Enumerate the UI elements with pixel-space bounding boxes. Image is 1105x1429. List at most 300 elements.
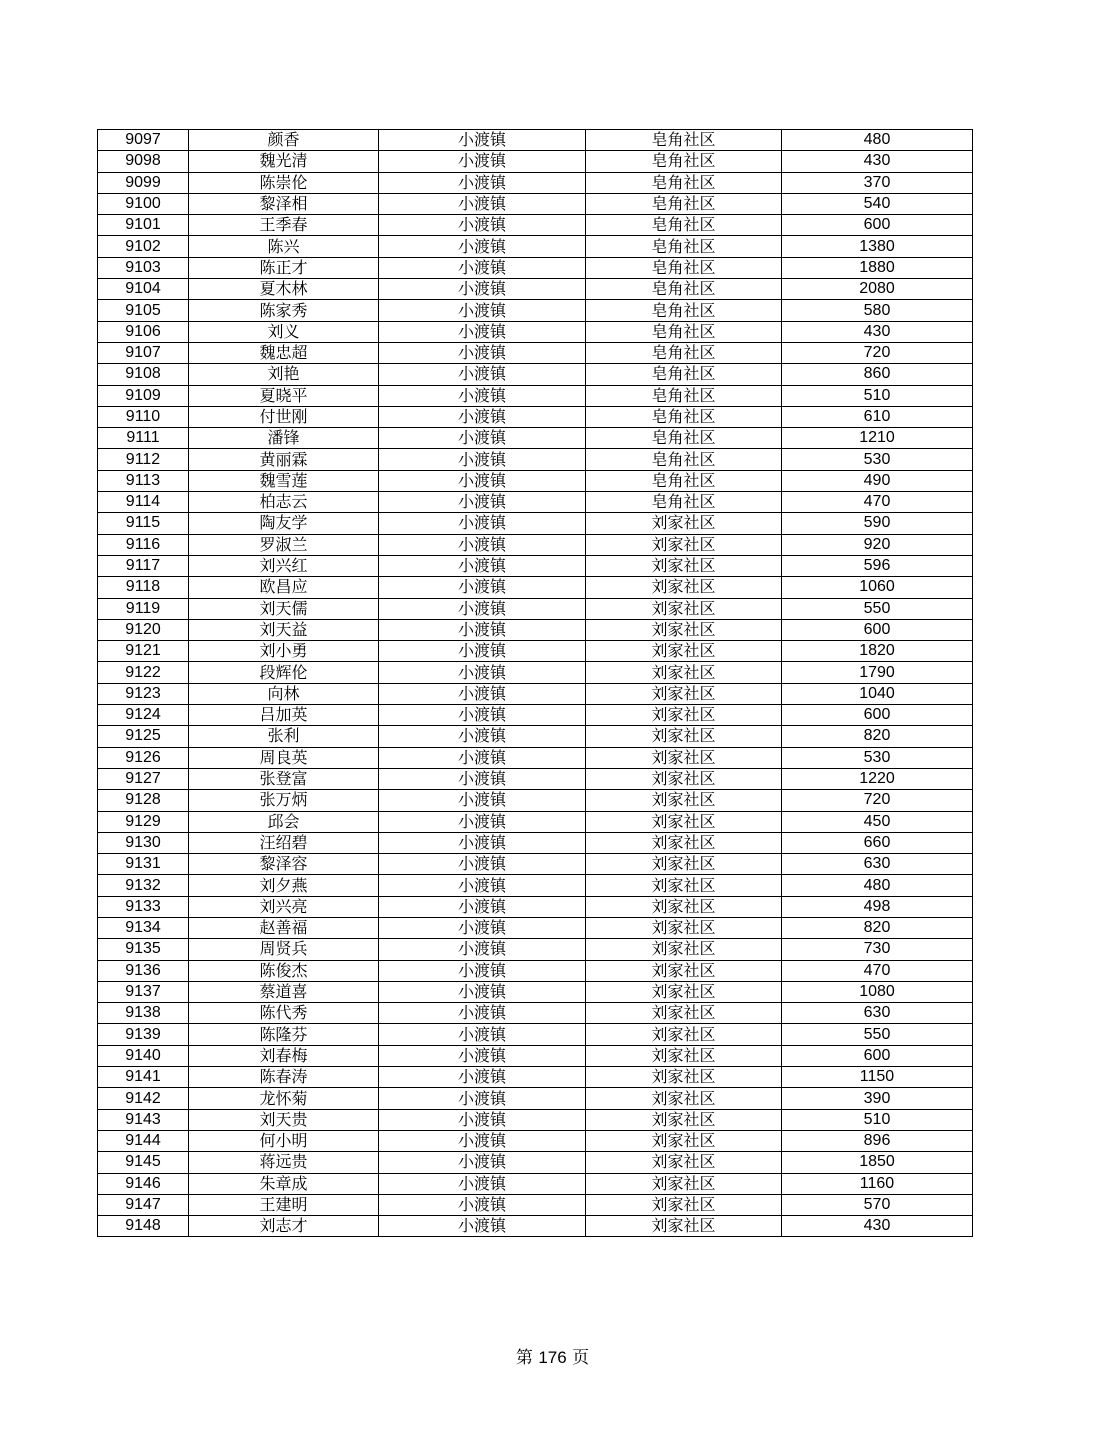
row-number-cell: 9112 [98,449,189,470]
community-cell: 刘家社区 [586,747,782,768]
community-cell: 刘家社区 [586,1067,782,1088]
table-row [98,598,973,619]
name-cell: 吕加英 [189,705,379,726]
town-cell: 小渡镇 [379,555,586,576]
table-row [98,875,973,896]
name-cell: 汪绍碧 [189,832,379,853]
table-row [98,257,973,278]
town-cell: 小渡镇 [379,747,586,768]
name-cell: 刘春梅 [189,1045,379,1066]
town-cell: 小渡镇 [379,193,586,214]
town-cell: 小渡镇 [379,215,586,236]
row-number-cell: 9104 [98,279,189,300]
amount-cell: 820 [782,726,973,747]
row-number-cell: 9147 [98,1194,189,1215]
table-row [98,428,973,449]
community-cell: 皂角社区 [586,172,782,193]
amount-cell: 600 [782,705,973,726]
row-number-cell: 9143 [98,1109,189,1130]
page-footer-prefix: 第 [515,1348,533,1368]
amount-cell: 540 [782,193,973,214]
amount-cell: 510 [782,1109,973,1130]
community-cell: 刘家社区 [586,960,782,981]
community-cell: 皂角社区 [586,193,782,214]
town-cell: 小渡镇 [379,300,586,321]
row-number-cell: 9109 [98,385,189,406]
name-cell: 魏雪莲 [189,470,379,491]
table-row [98,1024,973,1045]
amount-cell: 1040 [782,683,973,704]
name-cell: 陈春涛 [189,1067,379,1088]
row-number-cell: 9129 [98,811,189,832]
community-cell: 皂角社区 [586,215,782,236]
amount-cell: 920 [782,534,973,555]
amount-cell: 530 [782,747,973,768]
town-cell: 小渡镇 [379,1173,586,1194]
name-cell: 刘志才 [189,1216,379,1237]
name-cell: 刘天益 [189,619,379,640]
town-cell: 小渡镇 [379,939,586,960]
community-cell: 皂角社区 [586,257,782,278]
amount-cell: 610 [782,406,973,427]
community-cell: 刘家社区 [586,1216,782,1237]
row-number-cell: 9127 [98,768,189,789]
name-cell: 魏忠超 [189,342,379,363]
town-cell: 小渡镇 [379,385,586,406]
town-cell: 小渡镇 [379,406,586,427]
name-cell: 黎泽相 [189,193,379,214]
amount-cell: 1220 [782,768,973,789]
row-number-cell: 9102 [98,236,189,257]
amount-cell: 596 [782,555,973,576]
amount-cell: 510 [782,385,973,406]
row-number-cell: 9137 [98,981,189,1002]
row-number-cell: 9122 [98,662,189,683]
table-row [98,960,973,981]
row-number-cell: 9108 [98,364,189,385]
name-cell: 付世刚 [189,406,379,427]
community-cell: 皂角社区 [586,492,782,513]
amount-cell: 730 [782,939,973,960]
town-cell: 小渡镇 [379,1045,586,1066]
community-cell: 皂角社区 [586,449,782,470]
row-number-cell: 9133 [98,896,189,917]
row-number-cell: 9101 [98,215,189,236]
community-cell: 刘家社区 [586,641,782,662]
amount-cell: 550 [782,1024,973,1045]
table-row [98,321,973,342]
amount-cell: 1820 [782,641,973,662]
name-cell: 柏志云 [189,492,379,513]
table-row [98,1003,973,1024]
town-cell: 小渡镇 [379,896,586,917]
town-cell: 小渡镇 [379,534,586,555]
name-cell: 王建明 [189,1194,379,1215]
name-cell: 陈隆芬 [189,1024,379,1045]
town-cell: 小渡镇 [379,619,586,640]
name-cell: 陶友学 [189,513,379,534]
amount-cell: 450 [782,811,973,832]
table-row [98,151,973,172]
name-cell: 周良英 [189,747,379,768]
amount-cell: 600 [782,1045,973,1066]
row-number-cell: 9144 [98,1130,189,1151]
amount-cell: 820 [782,917,973,938]
amount-cell: 1060 [782,577,973,598]
amount-cell: 720 [782,790,973,811]
name-cell: 邱会 [189,811,379,832]
town-cell: 小渡镇 [379,960,586,981]
amount-cell: 1150 [782,1067,973,1088]
community-cell: 刘家社区 [586,768,782,789]
community-cell: 刘家社区 [586,705,782,726]
community-cell: 刘家社区 [586,598,782,619]
name-cell: 魏光清 [189,151,379,172]
page-footer-suffix: 页 [572,1348,590,1368]
community-cell: 刘家社区 [586,662,782,683]
name-cell: 刘小勇 [189,641,379,662]
name-cell: 刘兴亮 [189,896,379,917]
row-number-cell: 9103 [98,257,189,278]
row-number-cell: 9124 [98,705,189,726]
community-cell: 刘家社区 [586,534,782,555]
amount-cell: 1380 [782,236,973,257]
community-cell: 刘家社区 [586,683,782,704]
community-cell: 皂角社区 [586,236,782,257]
table-row [98,683,973,704]
town-cell: 小渡镇 [379,790,586,811]
table-row [98,768,973,789]
row-number-cell: 9134 [98,917,189,938]
community-cell: 皂角社区 [586,321,782,342]
row-number-cell: 9128 [98,790,189,811]
name-cell: 刘兴红 [189,555,379,576]
community-cell: 刘家社区 [586,1045,782,1066]
table-row [98,385,973,406]
amount-cell: 498 [782,896,973,917]
amount-cell: 896 [782,1130,973,1151]
table-row [98,193,973,214]
name-cell: 颜香 [189,130,379,151]
name-cell: 黎泽容 [189,854,379,875]
amount-cell: 550 [782,598,973,619]
name-cell: 何小明 [189,1130,379,1151]
page-number: 176 [538,1348,567,1367]
town-cell: 小渡镇 [379,172,586,193]
row-number-cell: 9131 [98,854,189,875]
town-cell: 小渡镇 [379,832,586,853]
name-cell: 陈俊杰 [189,960,379,981]
town-cell: 小渡镇 [379,130,586,151]
amount-cell: 570 [782,1194,973,1215]
table-row [98,279,973,300]
table-row [98,300,973,321]
name-cell: 周贤兵 [189,939,379,960]
row-number-cell: 9099 [98,172,189,193]
table-row [98,917,973,938]
town-cell: 小渡镇 [379,811,586,832]
town-cell: 小渡镇 [379,492,586,513]
name-cell: 蒋远贵 [189,1152,379,1173]
community-cell: 刘家社区 [586,832,782,853]
row-number-cell: 9115 [98,513,189,534]
town-cell: 小渡镇 [379,662,586,683]
amount-cell: 530 [782,449,973,470]
amount-cell: 660 [782,832,973,853]
town-cell: 小渡镇 [379,364,586,385]
town-cell: 小渡镇 [379,683,586,704]
town-cell: 小渡镇 [379,1109,586,1130]
table-row [98,896,973,917]
row-number-cell: 9141 [98,1067,189,1088]
name-cell: 赵善福 [189,917,379,938]
row-number-cell: 9119 [98,598,189,619]
town-cell: 小渡镇 [379,342,586,363]
amount-cell: 860 [782,364,973,385]
amount-cell: 490 [782,470,973,491]
community-cell: 刘家社区 [586,981,782,1002]
row-number-cell: 9123 [98,683,189,704]
amount-cell: 600 [782,215,973,236]
town-cell: 小渡镇 [379,641,586,662]
table-row [98,449,973,470]
amount-cell: 430 [782,1216,973,1237]
row-number-cell: 9100 [98,193,189,214]
name-cell: 张利 [189,726,379,747]
table-row [98,130,973,151]
town-cell: 小渡镇 [379,1216,586,1237]
row-number-cell: 9120 [98,619,189,640]
community-cell: 皂角社区 [586,279,782,300]
amount-cell: 470 [782,492,973,513]
community-cell: 刘家社区 [586,1173,782,1194]
town-cell: 小渡镇 [379,151,586,172]
row-number-cell: 9139 [98,1024,189,1045]
roster-table [97,129,973,1237]
community-cell: 刘家社区 [586,577,782,598]
table-row [98,1173,973,1194]
table-row [98,811,973,832]
name-cell: 夏木林 [189,279,379,300]
row-number-cell: 9148 [98,1216,189,1237]
amount-cell: 2080 [782,279,973,300]
community-cell: 刘家社区 [586,1130,782,1151]
row-number-cell: 9116 [98,534,189,555]
amount-cell: 1160 [782,1173,973,1194]
table-row [98,1045,973,1066]
community-cell: 刘家社区 [586,555,782,576]
table-row [98,1067,973,1088]
town-cell: 小渡镇 [379,1067,586,1088]
table-row [98,342,973,363]
table-row [98,705,973,726]
page-footer [0,1343,1105,1368]
name-cell: 刘艳 [189,364,379,385]
community-cell: 皂角社区 [586,151,782,172]
name-cell: 罗淑兰 [189,534,379,555]
row-number-cell: 9138 [98,1003,189,1024]
town-cell: 小渡镇 [379,513,586,534]
name-cell: 黄丽霖 [189,449,379,470]
table-row [98,747,973,768]
table-row [98,470,973,491]
name-cell: 陈家秀 [189,300,379,321]
town-cell: 小渡镇 [379,726,586,747]
town-cell: 小渡镇 [379,257,586,278]
name-cell: 陈正才 [189,257,379,278]
row-number-cell: 9105 [98,300,189,321]
name-cell: 朱章成 [189,1173,379,1194]
community-cell: 皂角社区 [586,385,782,406]
amount-cell: 390 [782,1088,973,1109]
town-cell: 小渡镇 [379,236,586,257]
table-row [98,513,973,534]
community-cell: 刘家社区 [586,1088,782,1109]
community-cell: 皂角社区 [586,364,782,385]
name-cell: 张万炳 [189,790,379,811]
table-row [98,236,973,257]
name-cell: 陈崇伦 [189,172,379,193]
town-cell: 小渡镇 [379,1024,586,1045]
table-row [98,215,973,236]
town-cell: 小渡镇 [379,428,586,449]
amount-cell: 590 [782,513,973,534]
row-number-cell: 9114 [98,492,189,513]
row-number-cell: 9140 [98,1045,189,1066]
town-cell: 小渡镇 [379,1088,586,1109]
table-row [98,1194,973,1215]
community-cell: 刘家社区 [586,619,782,640]
row-number-cell: 9142 [98,1088,189,1109]
table-row [98,172,973,193]
town-cell: 小渡镇 [379,917,586,938]
row-number-cell: 9117 [98,555,189,576]
table-row [98,939,973,960]
town-cell: 小渡镇 [379,598,586,619]
community-cell: 刘家社区 [586,1194,782,1215]
community-cell: 刘家社区 [586,917,782,938]
table-row [98,790,973,811]
table-row [98,662,973,683]
town-cell: 小渡镇 [379,449,586,470]
table-row [98,1216,973,1237]
town-cell: 小渡镇 [379,577,586,598]
table-row [98,364,973,385]
name-cell: 向林 [189,683,379,704]
amount-cell: 1210 [782,428,973,449]
row-number-cell: 9146 [98,1173,189,1194]
amount-cell: 370 [782,172,973,193]
table-row [98,854,973,875]
table-row [98,406,973,427]
community-cell: 皂角社区 [586,342,782,363]
table-row [98,1152,973,1173]
row-number-cell: 9145 [98,1152,189,1173]
row-number-cell: 9110 [98,406,189,427]
row-number-cell: 9135 [98,939,189,960]
amount-cell: 630 [782,1003,973,1024]
town-cell: 小渡镇 [379,1003,586,1024]
community-cell: 刘家社区 [586,811,782,832]
roster-table-body [98,130,973,1237]
amount-cell: 480 [782,130,973,151]
town-cell: 小渡镇 [379,768,586,789]
row-number-cell: 9132 [98,875,189,896]
town-cell: 小渡镇 [379,1152,586,1173]
amount-cell: 480 [782,875,973,896]
table-row [98,555,973,576]
community-cell: 刘家社区 [586,1109,782,1130]
row-number-cell: 9097 [98,130,189,151]
name-cell: 刘夕燕 [189,875,379,896]
table-row [98,641,973,662]
town-cell: 小渡镇 [379,981,586,1002]
name-cell: 陈代秀 [189,1003,379,1024]
table-row [98,981,973,1002]
table-row [98,1109,973,1130]
table-row [98,1130,973,1151]
community-cell: 刘家社区 [586,790,782,811]
community-cell: 刘家社区 [586,875,782,896]
amount-cell: 1790 [782,662,973,683]
name-cell: 欧昌应 [189,577,379,598]
amount-cell: 1850 [782,1152,973,1173]
community-cell: 刘家社区 [586,1003,782,1024]
table-row [98,1088,973,1109]
amount-cell: 1080 [782,981,973,1002]
community-cell: 刘家社区 [586,726,782,747]
town-cell: 小渡镇 [379,321,586,342]
table-row [98,832,973,853]
name-cell: 张登富 [189,768,379,789]
row-number-cell: 9118 [98,577,189,598]
community-cell: 刘家社区 [586,896,782,917]
community-cell: 皂角社区 [586,406,782,427]
community-cell: 皂角社区 [586,470,782,491]
name-cell: 潘锋 [189,428,379,449]
name-cell: 王季春 [189,215,379,236]
community-cell: 刘家社区 [586,854,782,875]
community-cell: 刘家社区 [586,513,782,534]
name-cell: 段辉伦 [189,662,379,683]
town-cell: 小渡镇 [379,1130,586,1151]
community-cell: 刘家社区 [586,939,782,960]
row-number-cell: 9126 [98,747,189,768]
name-cell: 刘义 [189,321,379,342]
table-row [98,534,973,555]
amount-cell: 580 [782,300,973,321]
amount-cell: 430 [782,151,973,172]
row-number-cell: 9130 [98,832,189,853]
amount-cell: 630 [782,854,973,875]
name-cell: 刘天贵 [189,1109,379,1130]
town-cell: 小渡镇 [379,875,586,896]
amount-cell: 720 [782,342,973,363]
table-row [98,577,973,598]
community-cell: 刘家社区 [586,1024,782,1045]
amount-cell: 600 [782,619,973,640]
town-cell: 小渡镇 [379,705,586,726]
name-cell: 陈兴 [189,236,379,257]
community-cell: 刘家社区 [586,1152,782,1173]
row-number-cell: 9113 [98,470,189,491]
name-cell: 龙怀菊 [189,1088,379,1109]
amount-cell: 430 [782,321,973,342]
town-cell: 小渡镇 [379,279,586,300]
table-row [98,619,973,640]
town-cell: 小渡镇 [379,470,586,491]
town-cell: 小渡镇 [379,854,586,875]
